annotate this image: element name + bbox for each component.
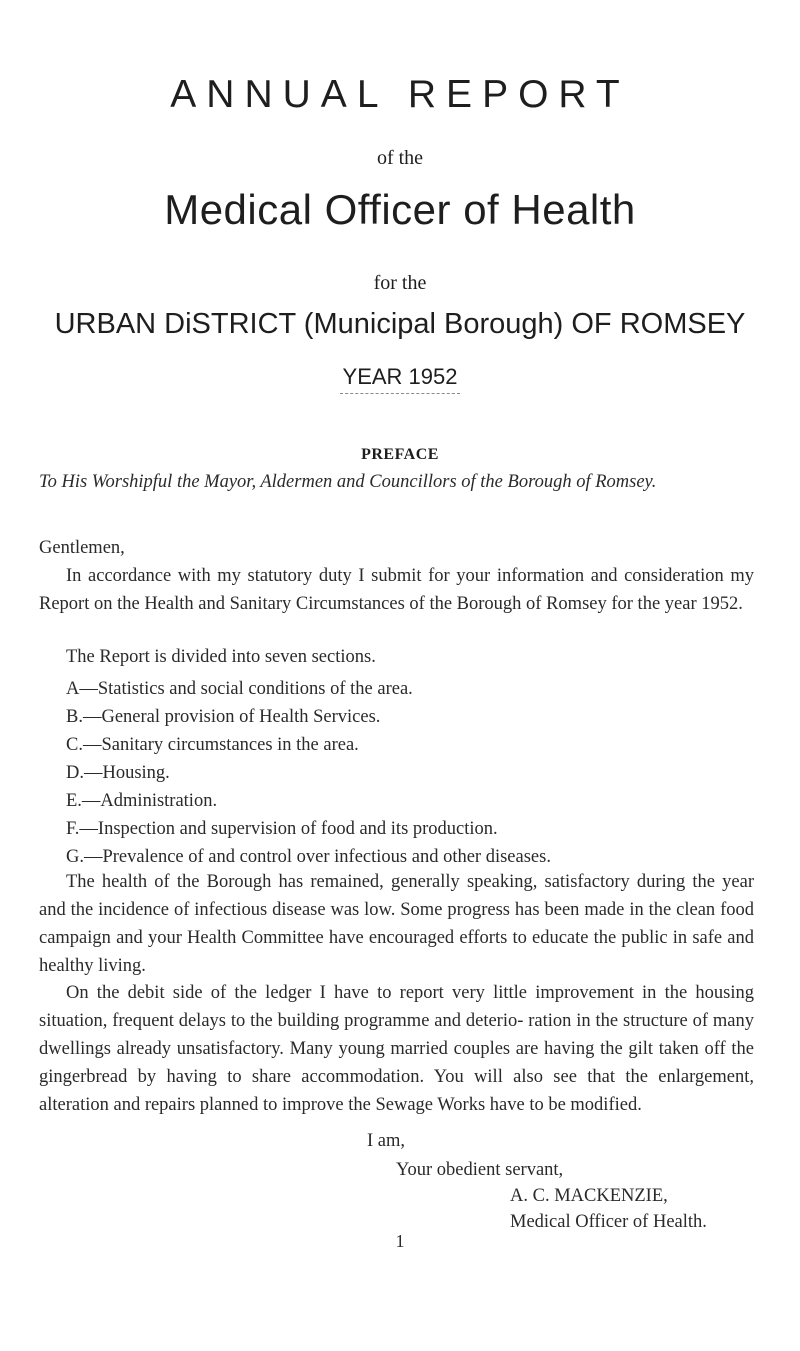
signoff-role: Medical Officer of Health. [510, 1212, 707, 1232]
page-number: 1 [395, 1231, 405, 1251]
signoff-name: A. C. MACKENZIE, [510, 1186, 668, 1206]
salutation: Gentlemen, [39, 538, 125, 558]
sections-list [66, 675, 551, 871]
section-item: E.—Administration. [66, 791, 218, 811]
title-of-the: of the [376, 147, 424, 169]
year-divider [340, 393, 460, 394]
section-item: G.—Prevalence of and control over infectious and other diseases. [66, 847, 551, 867]
intro-paragraph: In accordance with my statutory duty I submit for your information and consideration my Report on the Health and Sanitary Circumstances of the Borough of Romsey for the year 1952. [39, 566, 754, 614]
health-paragraph: The health of the Borough has remained, generally speaking, satisfactory during the year and the incidence of infectious disease was low. Some progress has been made in the clean food campaign and your Health Committee have encouraged efforts to educate the public in safe and healthy living. [39, 872, 754, 976]
sections-intro: The Report is divided into seven sections. [66, 647, 376, 667]
debit-paragraph: On the debit side of the ledger I have to report very little improvement in the housing situation, frequent delays to the building programme and deterio- ration in the structure of many dwellings already unsatisfactory. Many young married couples are having the gilt taken off the gingerbread by having to share accommodation. You will also see that the enlargement, alteration and repairs planned to improve the Sewage Works have to be modified. [39, 983, 754, 1115]
preface-heading: PREFACE [361, 446, 439, 463]
title-medical-officer: Medical Officer of Health [164, 186, 636, 233]
preface-addressee: To His Worshipful the Mayor, Aldermen and Councillors of the Borough of Romsey. [39, 472, 657, 492]
section-item: A—Statistics and social conditions of the area. [66, 679, 413, 699]
title-for-the: for the [373, 272, 427, 294]
title-district: URBAN DiSTRICT (Municipal Borough) OF ROMSEY [54, 308, 746, 340]
section-item: B.—General provision of Health Services. [66, 707, 381, 727]
signoff-servant: Your obedient servant, [396, 1160, 564, 1180]
report-title: ANNUAL REPORT [170, 73, 630, 116]
title-year: YEAR 1952 [342, 364, 458, 389]
signoff-i-am: I am, [367, 1131, 406, 1151]
section-item: F.—Inspection and supervision of food and its production. [66, 819, 498, 839]
section-item: C.—Sanitary circumstances in the area. [66, 735, 359, 755]
section-item: D.—Housing. [66, 763, 170, 783]
